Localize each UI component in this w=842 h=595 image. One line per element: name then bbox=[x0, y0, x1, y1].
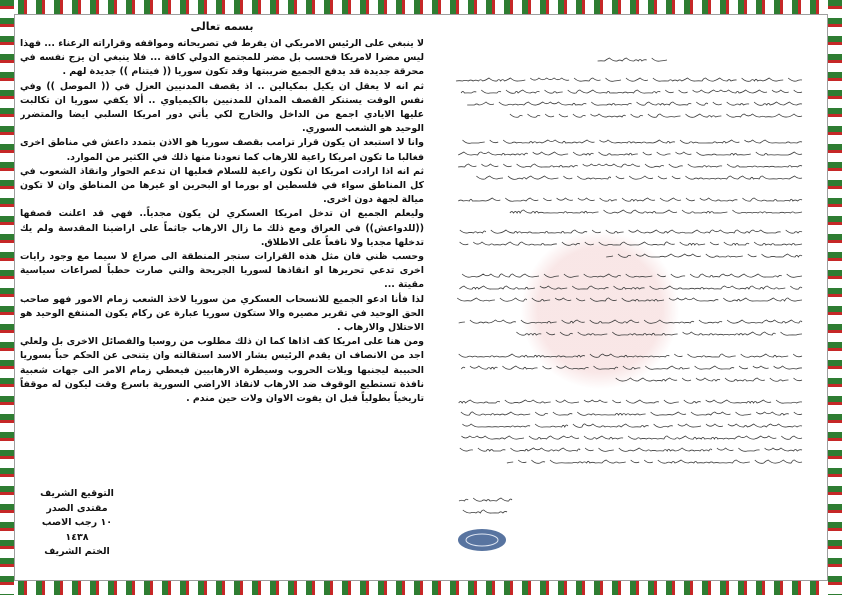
signature-block bbox=[32, 487, 122, 560]
handwritten-line bbox=[458, 198, 802, 201]
decorative-border-left bbox=[0, 0, 14, 595]
handwritten-line bbox=[461, 90, 802, 93]
decorative-border-bottom bbox=[0, 581, 842, 595]
handwritten-line bbox=[505, 114, 802, 117]
letter-paragraph: وانا لا استبعد ان يكون قرار ترامب بقصف سوريا هو الاذن بتمدد داعش في مناطق اخرى فغالبا ما تكون امريكا راعية للارهاب كما تعودنا منها ذلك في الكثير من الموارد. bbox=[20, 137, 424, 163]
handwritten-letter bbox=[452, 30, 822, 565]
handwritten-line bbox=[456, 78, 802, 81]
letter-paragraph: لذا فأنا ادعو الجميع للانسحاب العسكري من سوريا لاخذ الشعب زمام الامور فهو صاحب الحق الوحيد في تقرير مصيره والا ستكون سوريا عبارة عن ركام يكون المنتفع الوحيد هو الاحتلال والارهاب . bbox=[20, 293, 424, 334]
handwritten-line bbox=[456, 412, 802, 415]
handwritten-line bbox=[507, 460, 802, 463]
handwritten-line bbox=[471, 176, 802, 179]
handwritten-line bbox=[459, 400, 802, 403]
handwritten-line bbox=[454, 354, 802, 357]
decorative-border-top bbox=[0, 0, 842, 14]
letter-paragraph: ومن هنا على امريكا كف اذاها كما ان ذلك مطلوب من روسيا والفصائل الاخرى بل ولعلي اجد من الانصاف ان يقدم الرئيس بشار الاسد استقالته وان يتنحى عن الحكم حباً بسوريا الحبيبة ليجنبها ويلات الحروب وسيطرة الارهابيين فيعطي زمام الامر الى جهات شعبية نافذة تستطيع الوقوف ضد الارهاب لانقاذ الاراضي السورية باسرع وقت ليكون له موقفاً تاريخياً بطولياً قبل ان يفوت الاوان ولات حين مندم . bbox=[20, 336, 424, 405]
handwritten-line bbox=[467, 102, 802, 105]
handwritten-line bbox=[511, 332, 802, 335]
signature-date: ١٠ رجب الاصب ١٤٣٨ bbox=[41, 517, 113, 543]
handwritten-line bbox=[457, 424, 802, 427]
handwritten-line bbox=[459, 286, 802, 289]
handwritten-line bbox=[455, 242, 802, 245]
handwritten-line bbox=[463, 510, 507, 513]
handwritten-line bbox=[598, 58, 667, 61]
handwritten-text-image bbox=[452, 30, 822, 565]
handwritten-line bbox=[460, 448, 802, 451]
letter-title: بسمه تعالى bbox=[190, 20, 254, 33]
handwritten-line bbox=[510, 210, 802, 213]
handwritten-line bbox=[458, 152, 802, 155]
seal-stamp bbox=[458, 529, 506, 551]
handwritten-line bbox=[459, 320, 802, 323]
handwritten-line bbox=[460, 230, 802, 233]
decorative-border-right bbox=[828, 0, 842, 595]
letter-paragraph: لا ينبغي على الرئيس الامريكي ان يفرط في تصريحاته ومواقفه وقراراته الرعناء ... فهذا ليس مضرا لامريكا فحسب بل مضر للمجتمع الدولي كافة ... فلا ينبغي ان يزج نفسه في محرقة جديدة قد يدفع الجميع ضريبتها وقد تكون سوريا (( فيتنام )) جديدة لهم . bbox=[20, 38, 424, 78]
handwritten-line bbox=[458, 140, 803, 143]
handwritten-line bbox=[457, 298, 802, 301]
signature-name: مقتدى الصدر bbox=[46, 502, 108, 514]
signature-seal-label: الختم الشريف bbox=[44, 546, 110, 557]
handwritten-line bbox=[457, 274, 802, 277]
handwritten-line bbox=[459, 498, 512, 501]
handwritten-line bbox=[461, 366, 802, 369]
handwritten-line bbox=[606, 254, 802, 257]
letter-paragraph: ثم انه اذا ارادت امريكا ان تكون راعية للسلام فعليها ان تدعم الحوار وانقاذ الشعوب في كل المناطق سواء في فلسطين او بورما او البحرين او غيرها من المناطق وان لا تكون ميالة لجهة دون اخرى. bbox=[20, 165, 424, 206]
signature-line: التوقيع الشريف bbox=[40, 488, 114, 499]
letter-paragraph: وحسب ظني فان مثل هذه القرارات ستجر المنطقة الى صراع لا سيما مع وجود رايات اخرى تدعي تحريرها او انقاذها لسوريا الجريحة والتي صارت حطباً لصراعات سياسية مقيتة ... bbox=[20, 251, 424, 291]
handwritten-line bbox=[458, 164, 802, 167]
letter-paragraph: وليعلم الجميع ان تدخل امريكا العسكري لن يكون مجدياً.. فهي قد اعلنت قصفها ((للدواعش)) في العراق ومع ذلك ما زال الارهاب جاثماً على اراضينا المقدسة ولم يك تدخلها مجديا ولا نافعاً على الاطلاق. bbox=[20, 208, 424, 248]
handwritten-line bbox=[456, 436, 802, 439]
letter-paragraph: ثم انه لا يعقل ان يكيل بمكيالين .. اذ يقصف المدنيين العزل في (( الموصل )) وفي نفس الوقت يستنكر القصف المدان للمدنيين بالكيمياوي .. ألا يكفي سوريا ان تكالبت عليها الايادي اجمع من الداخل والخارج لكي يأتي دور امريكا السلبي ايضا والمتضرر الوحيد هو الشعب السوري. bbox=[20, 80, 424, 135]
handwritten-line bbox=[616, 378, 802, 381]
